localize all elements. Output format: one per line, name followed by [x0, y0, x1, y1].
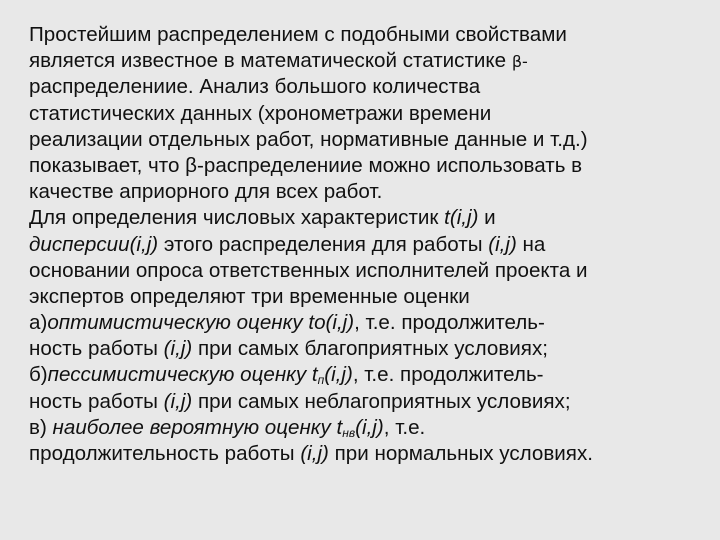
text-run: при самых неблагоприятных условиях;: [192, 389, 571, 413]
text-run: , т.е.: [383, 415, 426, 439]
italic-term: (i,j): [300, 442, 329, 465]
text-run: в): [29, 415, 53, 439]
text-run: Простейшим распределением с подобными свойствами: [29, 23, 567, 46]
text-run: при нормальных условиях.: [328, 442, 593, 465]
subscript: нв: [342, 425, 356, 440]
italic-term: наиболее вероятную оценку t: [52, 415, 343, 439]
text-run: ность работы: [29, 389, 164, 413]
italic-term: пессимистическую оценку t: [47, 363, 318, 387]
text-run: на: [516, 232, 546, 256]
text-run: показывает, что β-распределениие можно использовать в: [29, 153, 583, 177]
text-line: [29, 127, 709, 153]
text-run: Для определения числовых характеристик: [29, 206, 445, 230]
text-run: ность работы: [29, 337, 164, 361]
text-line: [29, 389, 709, 415]
text-line: [29, 336, 709, 362]
italic-term: оптимистическую оценку to(i,j): [47, 311, 355, 335]
italic-term: (i,j): [355, 415, 384, 439]
text-run: , т.е. продолжитель-: [352, 363, 544, 387]
text-run: статистических данных (хронометражи времени: [29, 101, 492, 125]
text-line: [29, 362, 709, 388]
text-run: и: [478, 206, 496, 230]
italic-term: (i,j): [488, 232, 517, 256]
text-run: основании опроса ответственных исполнителей проекта и: [29, 258, 588, 282]
text-line: [29, 232, 709, 258]
text-line: [29, 310, 709, 336]
text-line: [29, 205, 709, 231]
subscript: п: [317, 373, 325, 388]
text-run: качестве априорного для всех работ.: [29, 180, 383, 204]
italic-term: (i,j): [324, 363, 353, 387]
text-run: а): [29, 311, 48, 335]
text-line: [29, 415, 709, 441]
text-run: является известное в математической статистике: [29, 49, 512, 73]
text-line: [29, 74, 709, 100]
text-run: , т.е. продолжитель-: [354, 311, 545, 335]
text-run: при самых благоприятных условиях;: [192, 337, 548, 361]
text-line: [29, 48, 709, 74]
text-line: [29, 101, 709, 127]
beta-symbol: β-: [511, 52, 528, 72]
text-run: распределениие. Анализ большого количества: [29, 75, 481, 99]
text-run: б): [29, 363, 48, 387]
text-line: [29, 441, 709, 467]
text-run: реализации отдельных работ, нормативные данные и т.д.): [29, 127, 588, 151]
italic-term: t(i,j): [444, 206, 479, 230]
italic-term: (i,j): [163, 389, 193, 413]
text-run: этого распределения для работы: [158, 232, 489, 256]
text-line: [29, 153, 709, 179]
text-line: [29, 22, 709, 48]
italic-term: дисперсии(i,j): [29, 232, 159, 256]
body-text: [29, 22, 709, 467]
text-line: [29, 179, 709, 205]
text-line: [29, 258, 709, 284]
text-run: продолжительность работы: [29, 442, 301, 465]
text-line: [29, 284, 709, 310]
text-run: экспертов определяют три временные оценки: [29, 284, 470, 308]
italic-term: (i,j): [163, 337, 193, 361]
